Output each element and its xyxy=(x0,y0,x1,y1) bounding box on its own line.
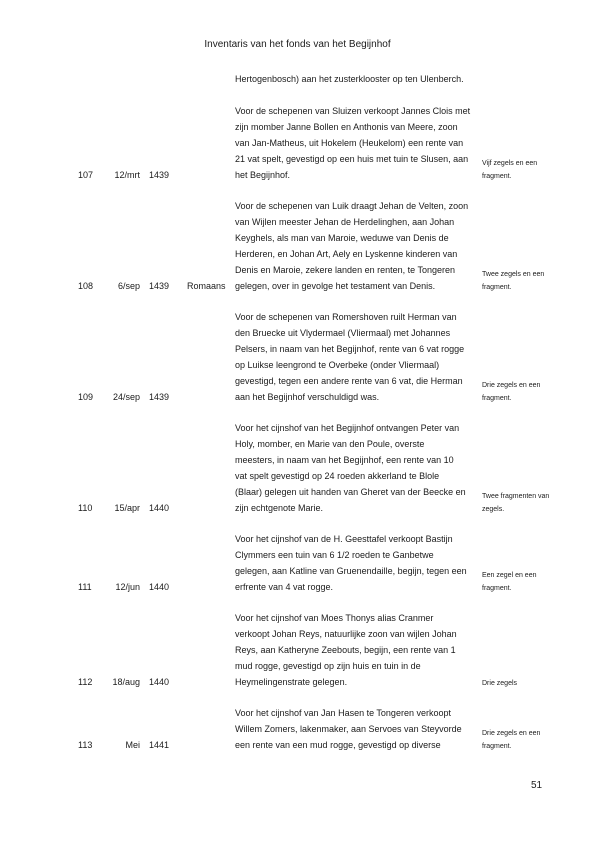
note-line: Drie zegels en een xyxy=(482,730,541,737)
note-line: fragment. xyxy=(482,585,512,592)
page-number: 51 xyxy=(531,780,543,791)
description-line: op Luikse leengrond te Overbeke (onder Vliermaal) xyxy=(235,360,440,370)
inventory-entry-110 xyxy=(0,420,595,516)
page-header: Inventaris van het fonds van het Begijnhof xyxy=(204,39,391,50)
note-line: fragment. xyxy=(482,395,512,402)
continuation-text xyxy=(0,71,595,87)
entry-notes xyxy=(482,727,582,753)
description-line: gevestigd, tegen een andere rente van 6 vat, die Herman xyxy=(235,376,463,386)
entry-number: 111 xyxy=(78,582,92,592)
entry-date: 15/apr xyxy=(114,503,140,513)
description-line: zijn momber Janne Bollen en Anthonis van Meere, zoon xyxy=(235,122,458,132)
entry-number: 108 xyxy=(78,281,94,291)
entry-meta xyxy=(0,167,235,183)
description-line: Herderen, en Johan Art, Aely en Lyskenne kinderen van xyxy=(235,249,458,259)
description-line: Voor het cijnshof van Jan Hasen te Tongeren verkoopt xyxy=(235,708,451,718)
entry-year: 1440 xyxy=(149,677,170,687)
entry-number: 110 xyxy=(78,503,93,513)
description-line: vat spelt gevestigd op 24 roeden akkerland te Blole xyxy=(235,471,440,481)
description-line: Hertogenbosch) aan het zusterklooster op ten Ulenberch. xyxy=(235,74,464,84)
note-line: fragment. xyxy=(482,743,512,750)
entry-year: 1440 xyxy=(149,503,170,513)
entry-date: 18/aug xyxy=(112,677,140,687)
description-line: Holy, momber, en Marie van den Poule, overste xyxy=(235,439,425,449)
note-line: Twee fragmenten van xyxy=(482,493,550,500)
description-line: Voor de schepenen van Sluizen verkoopt Jannes Clois met xyxy=(235,106,471,116)
description-line: meesters, in naam van het Begijnhof, een rente van 10 xyxy=(235,455,454,465)
description-line: erfrente van 4 vat rogge. xyxy=(235,582,334,592)
note-line: Twee zegels en een xyxy=(482,271,545,278)
description-line: aan het Begijnhof verschuldigd was. xyxy=(235,392,380,402)
entry-date: 6/sep xyxy=(117,281,140,291)
entry-number: 107 xyxy=(78,170,94,180)
entry-notes xyxy=(482,157,582,183)
description-line: Heymelingenstrate gelegen. xyxy=(235,677,348,687)
entry-number: 109 xyxy=(78,392,94,402)
entry-meta xyxy=(0,579,235,595)
description-line: Reys, aan Katheryne Zeebouts, begijn, een rente van 1 xyxy=(235,645,456,655)
note-line: Drie zegels en een xyxy=(482,382,541,389)
inventory-entry-109 xyxy=(0,309,595,405)
description-line: verkoopt Johan Reys, natuurlijke zoon van wijlen Johan xyxy=(235,629,457,639)
inventory-entry-107 xyxy=(0,103,595,183)
entry-notes xyxy=(482,379,582,405)
description-line: Voor het cijnshof van het Begijnhof ontvangen Peter van xyxy=(235,423,460,433)
note-line: Drie zegels xyxy=(482,680,518,687)
entry-meta xyxy=(0,737,235,753)
description-line: Voor de schepenen van Luik draagt Jehan de Velten, zoon xyxy=(235,201,469,211)
description-line: een rente van een mud rogge, gevestigd op diverse xyxy=(235,740,441,750)
inventory-entry-111 xyxy=(0,531,595,595)
description-line: Voor het cijnshof van de H. Geesttafel verkoopt Bastijn xyxy=(235,534,453,544)
description-line: van Wijlen meester Jehan de Herdelinghen, aan Johan xyxy=(235,217,455,227)
entry-number: 113 xyxy=(78,740,93,750)
entry-description xyxy=(235,198,480,294)
entry-notes xyxy=(482,490,582,516)
inventory-entry-108 xyxy=(0,198,595,294)
description-line: Voor de schepenen van Romershoven ruilt Herman van xyxy=(235,312,457,322)
note-line: fragment. xyxy=(482,284,512,291)
entry-date: 24/sep xyxy=(112,392,140,402)
description-line: Denis en Maroie, zekere landen en renten, te Tongeren xyxy=(235,265,455,275)
entry-description xyxy=(235,610,480,690)
description-line: zijn echtgenote Marie. xyxy=(235,503,324,513)
entry-description xyxy=(235,420,480,516)
entry-notes xyxy=(482,268,582,294)
entry-date: 12/mrt xyxy=(114,170,140,180)
description-line: van Jan-Matheus, uit Hokelem (Heukelom) een rente van xyxy=(235,138,464,148)
entry-description xyxy=(235,103,480,183)
entry-number: 112 xyxy=(78,677,93,687)
entry-meta xyxy=(0,278,235,294)
entry-year: 1440 xyxy=(149,582,170,592)
entry-notes xyxy=(482,677,582,690)
description-line: Willem Zomers, lakenmaker, aan Servoes van Steyvorde xyxy=(235,724,462,734)
description-line: (Blaar) gelegen uit handen van Gheret van der Beecke en xyxy=(235,487,466,497)
entry-year: 1439 xyxy=(149,392,170,402)
entry-year: 1439 xyxy=(149,170,170,180)
entry-notes xyxy=(482,569,582,595)
description-line: gelegen, over in gevolge het testament van Denis. xyxy=(235,281,436,291)
entry-description xyxy=(235,71,480,87)
description-line: den Bruecke uit Vlydermael (Vliermaal) met Johannes xyxy=(235,328,451,338)
entry-meta xyxy=(0,674,235,690)
note-line: zegels. xyxy=(482,506,505,513)
entry-year: 1439 xyxy=(149,281,170,291)
description-line: 21 vat spelt, gevestigd op een huis met tuin te Slusen, aan xyxy=(235,154,469,164)
entry-date: 12/jun xyxy=(115,582,140,592)
description-line: Keyghels, als man van Maroie, weduwe van Denis de xyxy=(235,233,449,243)
entry-description xyxy=(235,705,480,753)
description-line: Pelsers, in naam van het Begijnhof, rente van 6 vat rogge xyxy=(235,344,465,354)
entry-description xyxy=(235,309,480,405)
note-line: Vijf zegels en een xyxy=(482,160,538,167)
entry-year: 1441 xyxy=(149,740,170,750)
entry-language: Romaans xyxy=(187,281,226,291)
description-line: Voor het cijnshof van Moes Thonys alias Cranmer xyxy=(235,613,434,623)
note-line: fragment. xyxy=(482,173,512,180)
description-line: het Begijnhof. xyxy=(235,170,291,180)
inventory-entry-113 xyxy=(0,705,595,753)
inventory-entry-112 xyxy=(0,610,595,690)
description-line: mud rogge, gevestigd op zijn huis en tuin in de xyxy=(235,661,421,671)
note-line: Een zegel en een xyxy=(482,572,537,579)
entry-date: Mei xyxy=(125,740,140,750)
entry-description xyxy=(235,531,480,595)
description-line: Clymmers een tuin van 6 1/2 roeden te Ganbetwe xyxy=(235,550,434,560)
description-line: gelegen, aan Katline van Gruenendaille, begijn, tegen een xyxy=(235,566,467,576)
entry-meta xyxy=(0,500,235,516)
entry-meta xyxy=(0,389,235,405)
